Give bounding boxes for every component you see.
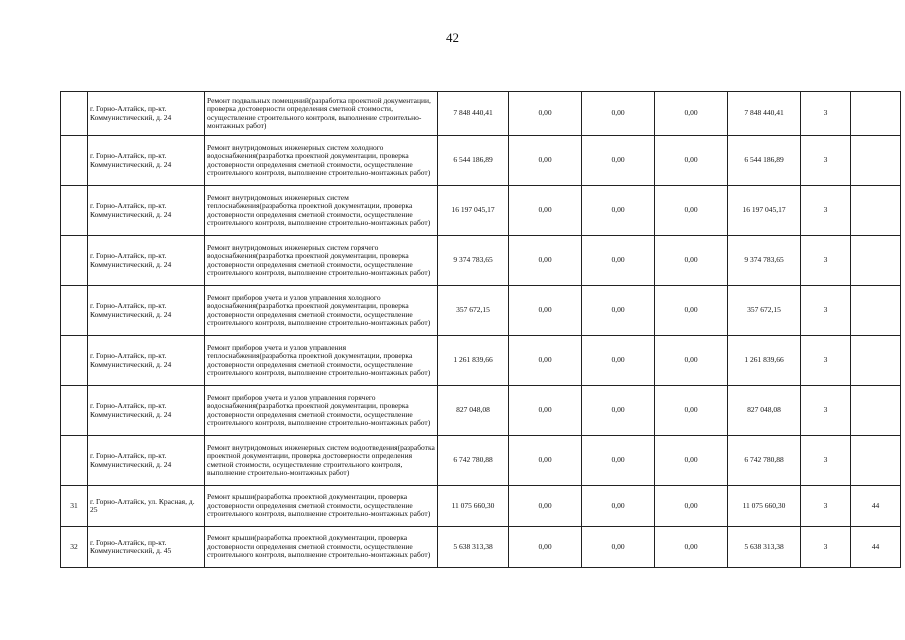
funding-cell-3: 0,00 [655,527,728,568]
funding-cell-2: 0,00 [582,186,655,236]
work-description-cell: Ремонт внутридомовых инженерных систем водоотведения(разработка проектной документации, проверка достоверности определения сметной стоимости, осуществление строительного контроля, выполнение строительно-монтажных работ) [205,436,438,486]
table-row [61,286,901,336]
funding-cell-1: 0,00 [509,436,582,486]
work-description-cell: Ремонт крыши(разработка проектной документации, проверка достоверности определения сметной стоимости, осуществление строительного контроля, выполнение строительно-монтажных работ) [205,527,438,568]
repair-schedule-table [60,91,901,568]
work-description-cell: Ремонт внутридомовых инженерных систем горячего водоснабжения(разработка проектной документации, проверка достоверности определения сметной стоимости, осуществление строительного контроля, выполнение строительно-монтажных работ) [205,236,438,286]
address-cell: г. Горно-Алтайск, пр-кт. Коммунистический, д. 24 [88,186,205,236]
category-cell: 3 [801,92,851,136]
fund-cost-cell: 7 848 440,41 [728,92,801,136]
extra-cell [851,286,901,336]
extra-cell [851,136,901,186]
page-number: 42 [446,30,459,45]
address-cell: г. Горно-Алтайск, пр-кт. Коммунистический, д. 24 [88,136,205,186]
category-cell: 3 [801,336,851,386]
address-cell: г. Горно-Алтайск, ул. Красная, д. 25 [88,486,205,527]
funding-cell-2: 0,00 [582,527,655,568]
total-cost-cell: 827 048,08 [438,386,509,436]
funding-cell-2: 0,00 [582,286,655,336]
work-description-cell: Ремонт приборов учета и узлов управления теплоснабжения(разработка проектной документации, проверка достоверности определения сметной стоимости, осуществление строительного контроля, выполнение строительно-монтажных работ) [205,336,438,386]
total-cost-cell: 7 848 440,41 [438,92,509,136]
funding-cell-3: 0,00 [655,286,728,336]
extra-cell: 44 [851,527,901,568]
funding-cell-1: 0,00 [509,236,582,286]
funding-cell-2: 0,00 [582,336,655,386]
address-cell: г. Горно-Алтайск, пр-кт. Коммунистический, д. 24 [88,336,205,386]
category-cell: 3 [801,136,851,186]
address-cell: г. Горно-Алтайск, пр-кт. Коммунистический, д. 24 [88,286,205,336]
extra-cell [851,386,901,436]
row-number: 31 [61,486,88,527]
total-cost-cell: 16 197 045,17 [438,186,509,236]
category-cell: 3 [801,436,851,486]
category-cell: 3 [801,527,851,568]
row-number [61,186,88,236]
table-row [61,386,901,436]
category-cell: 3 [801,386,851,436]
funding-cell-3: 0,00 [655,336,728,386]
table-row [61,92,901,136]
funding-cell-3: 0,00 [655,92,728,136]
work-description-cell: Ремонт внутридомовых инженерных систем холодного водоснабжения(разработка проектной документации, проверка достоверности определения сметной стоимости, осуществление строительного контроля, выполнение строительно-монтажных работ) [205,136,438,186]
category-cell: 3 [801,236,851,286]
extra-cell [851,436,901,486]
funding-cell-3: 0,00 [655,486,728,527]
funding-cell-1: 0,00 [509,527,582,568]
row-number [61,286,88,336]
funding-cell-2: 0,00 [582,436,655,486]
funding-cell-3: 0,00 [655,386,728,436]
fund-cost-cell: 5 638 313,38 [728,527,801,568]
row-number [61,92,88,136]
address-cell: г. Горно-Алтайск, пр-кт. Коммунистический, д. 45 [88,527,205,568]
work-description-cell: Ремонт внутридомовых инженерных систем теплоснабжения(разработка проектной документации, проверка достоверности определения сметной стоимости, осуществление строительного контроля, выполнение строительно-монтажных работ) [205,186,438,236]
row-number [61,136,88,186]
funding-cell-2: 0,00 [582,386,655,436]
total-cost-cell: 11 075 660,30 [438,486,509,527]
table-row [61,236,901,286]
fund-cost-cell: 16 197 045,17 [728,186,801,236]
address-cell: г. Горно-Алтайск, пр-кт. Коммунистический, д. 24 [88,386,205,436]
category-cell: 3 [801,486,851,527]
address-cell: г. Горно-Алтайск, пр-кт. Коммунистический, д. 24 [88,236,205,286]
funding-cell-3: 0,00 [655,136,728,186]
funding-cell-1: 0,00 [509,92,582,136]
funding-cell-3: 0,00 [655,436,728,486]
funding-cell-2: 0,00 [582,486,655,527]
row-number [61,436,88,486]
row-number [61,386,88,436]
address-cell: г. Горно-Алтайск, пр-кт. Коммунистический, д. 24 [88,92,205,136]
fund-cost-cell: 357 672,15 [728,286,801,336]
work-description-cell: Ремонт приборов учета и узлов управления холодного водоснабжения(разработка проектной документации, проверка достоверности определения сметной стоимости, осуществление строительного контроля, выполнение строительно-монтажных работ) [205,286,438,336]
work-description-cell: Ремонт приборов учета и узлов управления горячего водоснабжения(разработка проектной документации, проверка достоверности определения сметной стоимости, осуществление строительного контроля, выполнение строительно-монтажных работ) [205,386,438,436]
row-number: 32 [61,527,88,568]
table-row [61,436,901,486]
extra-cell [851,186,901,236]
fund-cost-cell: 6 742 780,88 [728,436,801,486]
extra-cell [851,336,901,386]
work-description-cell: Ремонт подвальных помещений(разработка проектной документации, проверка достоверности определения сметной стоимости, осуществление строительного контроля, выполнение строительно-монтажных работ) [205,92,438,136]
fund-cost-cell: 6 544 186,89 [728,136,801,186]
row-number [61,236,88,286]
fund-cost-cell: 1 261 839,66 [728,336,801,386]
row-number [61,336,88,386]
table-row [61,136,901,186]
total-cost-cell: 6 544 186,89 [438,136,509,186]
table-row [61,527,901,568]
table-body [61,92,901,568]
funding-cell-1: 0,00 [509,386,582,436]
total-cost-cell: 9 374 783,65 [438,236,509,286]
table-row [61,336,901,386]
funding-cell-2: 0,00 [582,136,655,186]
table-row [61,186,901,236]
total-cost-cell: 5 638 313,38 [438,527,509,568]
total-cost-cell: 1 261 839,66 [438,336,509,386]
extra-cell [851,236,901,286]
extra-cell [851,92,901,136]
funding-cell-1: 0,00 [509,136,582,186]
extra-cell: 44 [851,486,901,527]
funding-cell-1: 0,00 [509,286,582,336]
table-row [61,486,901,527]
funding-cell-3: 0,00 [655,186,728,236]
fund-cost-cell: 827 048,08 [728,386,801,436]
address-cell: г. Горно-Алтайск, пр-кт. Коммунистический, д. 24 [88,436,205,486]
funding-cell-2: 0,00 [582,236,655,286]
fund-cost-cell: 9 374 783,65 [728,236,801,286]
total-cost-cell: 357 672,15 [438,286,509,336]
funding-cell-1: 0,00 [509,186,582,236]
funding-cell-3: 0,00 [655,236,728,286]
funding-cell-2: 0,00 [582,92,655,136]
funding-cell-1: 0,00 [509,336,582,386]
funding-cell-1: 0,00 [509,486,582,527]
category-cell: 3 [801,186,851,236]
work-description-cell: Ремонт крыши(разработка проектной документации, проверка достоверности определения сметной стоимости, осуществление строительного контроля, выполнение строительно-монтажных работ) [205,486,438,527]
total-cost-cell: 6 742 780,88 [438,436,509,486]
category-cell: 3 [801,286,851,336]
fund-cost-cell: 11 075 660,30 [728,486,801,527]
